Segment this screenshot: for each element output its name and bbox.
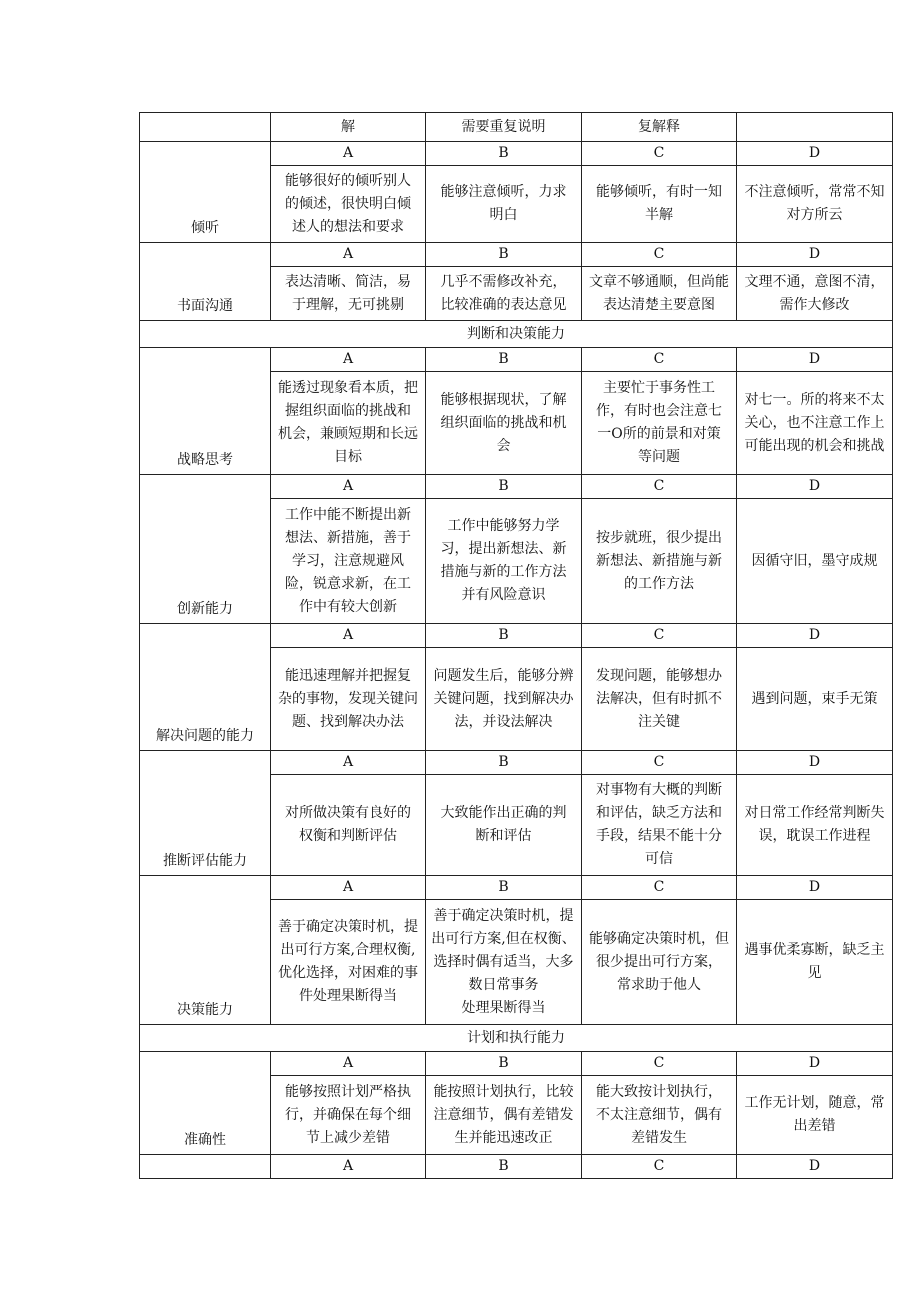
description-line: 关心，也不注意工作上 bbox=[744, 414, 885, 431]
description-line: 险，锐意求新，在工 bbox=[285, 575, 411, 592]
description-line: 的工作方法 bbox=[624, 575, 694, 592]
grade-letter-d: D bbox=[737, 243, 893, 267]
level-b-description bbox=[426, 775, 582, 876]
grade-letter-c: C bbox=[582, 1052, 737, 1076]
description-line: 出可行方案,合理权衡, bbox=[280, 942, 416, 958]
grade-letter-c: C bbox=[582, 1155, 737, 1179]
description-line: 出可行方案,但在权衡、 bbox=[431, 930, 576, 947]
description-line: 权衡和判断评估 bbox=[299, 828, 397, 844]
description-line: 法，并设法解决 bbox=[454, 713, 553, 730]
criterion-label: 书面沟通 bbox=[140, 243, 271, 321]
grade-letter-b: B bbox=[426, 1052, 582, 1076]
grade-letter-c: C bbox=[582, 624, 737, 648]
grade-letter-row bbox=[140, 142, 893, 166]
level-c-description bbox=[582, 166, 737, 243]
description-line: 优化选择，对困难的事 bbox=[278, 965, 418, 981]
description-line: 行，并确保在每个细 bbox=[285, 1106, 411, 1123]
description-line: 杂的事物，发现关键问 bbox=[278, 690, 418, 707]
description-line: 手段，结果不能十分 bbox=[596, 828, 722, 844]
description-line: 工作中能不断提出新 bbox=[285, 506, 411, 523]
criterion-label: 创新能力 bbox=[140, 475, 271, 624]
description-line: 能够确定决策时机，但 bbox=[589, 930, 729, 947]
criterion-label: 解决问题的能力 bbox=[140, 624, 271, 751]
description-line: 工作无计划，随意，常 bbox=[744, 1095, 885, 1111]
grade-letter-d: D bbox=[737, 624, 893, 648]
description-line: 可信 bbox=[645, 851, 673, 867]
grade-letter-b: B bbox=[426, 348, 582, 372]
grade-letter-c: C bbox=[582, 475, 737, 499]
level-b-description bbox=[426, 372, 582, 475]
grade-letter-d: D bbox=[737, 348, 893, 372]
grade-letter-c: C bbox=[582, 243, 737, 267]
top-row bbox=[140, 113, 893, 142]
description-line: 不太注意细节，偶有 bbox=[596, 1106, 722, 1123]
description-line: 遇到问题，束手无策 bbox=[751, 690, 878, 707]
description-line: 常求助于他人 bbox=[617, 976, 701, 993]
level-b-description bbox=[426, 1076, 582, 1155]
level-c-description bbox=[582, 499, 737, 624]
level-a-description bbox=[271, 775, 426, 876]
level-c-description bbox=[582, 372, 737, 475]
description-line: 等问题 bbox=[638, 449, 680, 465]
description-line: 文章不够通顺，但尚能 bbox=[589, 273, 729, 290]
grade-letter-a: A bbox=[271, 243, 426, 267]
grade-letter-row bbox=[140, 243, 893, 267]
grade-letter-a: A bbox=[271, 142, 426, 166]
grade-letter-b: B bbox=[426, 1155, 582, 1179]
description-line: 作中有较大创新 bbox=[299, 598, 397, 615]
grade-letter-d: D bbox=[737, 751, 893, 775]
description-line: 需作大修改 bbox=[779, 296, 850, 313]
description-line: 半解 bbox=[645, 207, 673, 223]
description-line: 能够根据现状，了解 bbox=[440, 391, 567, 408]
grade-letter-d: D bbox=[737, 1052, 893, 1076]
level-c-description bbox=[582, 648, 737, 751]
description-line: 可能出现的机会和挑战 bbox=[744, 437, 885, 454]
description-line: 措施与新的工作方法 bbox=[440, 564, 567, 580]
level-b-description bbox=[426, 499, 582, 624]
level-a-description bbox=[271, 648, 426, 751]
description-line: 注意细节，偶有差错发 bbox=[433, 1106, 574, 1123]
grade-letter-d: D bbox=[737, 876, 893, 900]
description-line: 于理解，无可挑剔 bbox=[292, 296, 404, 313]
description-line: 能够按照计划严格执 bbox=[285, 1083, 411, 1100]
level-a-description bbox=[271, 499, 426, 624]
grade-letter-row bbox=[140, 348, 893, 372]
description-line: 对方所云 bbox=[786, 207, 843, 223]
description-line: 对日常工作经常判断失 bbox=[744, 805, 885, 821]
grade-letter-a: A bbox=[271, 348, 426, 372]
description-line: 见 bbox=[807, 965, 822, 981]
description-line: 能迅速理解并把握复 bbox=[285, 667, 411, 684]
level-a-description bbox=[271, 1076, 426, 1155]
description-line: 误，耽误工作进程 bbox=[758, 828, 871, 844]
description-line: 和评估，缺乏方法和 bbox=[596, 805, 722, 821]
description-line: 表达清晰、简洁，易 bbox=[285, 273, 411, 290]
description-line: 新想法、新措施与新 bbox=[596, 552, 722, 569]
grade-letter-a: A bbox=[271, 751, 426, 775]
description-line: 学习，注意规避风 bbox=[292, 552, 404, 569]
description-line: 习，提出新想法、新 bbox=[440, 541, 567, 557]
description-line: 件处理果断得当 bbox=[299, 988, 397, 1004]
description-line: 对七一。所的将来不太 bbox=[744, 391, 885, 408]
description-line: 工作中能够努力学 bbox=[447, 518, 560, 534]
level-c-description bbox=[582, 775, 737, 876]
description-line: 能大致按计划执行， bbox=[596, 1083, 722, 1100]
grade-letter-row bbox=[140, 1052, 893, 1076]
level-c-description bbox=[582, 1076, 737, 1155]
criterion-label: 战略思考 bbox=[140, 348, 271, 475]
level-c-description bbox=[582, 267, 737, 321]
grade-letter-row bbox=[140, 876, 893, 900]
top-cell-c: 复解释 bbox=[582, 113, 737, 142]
level-b-description bbox=[426, 648, 582, 751]
grade-letter-d: D bbox=[737, 475, 893, 499]
level-d-description bbox=[737, 166, 893, 243]
grade-letter-d: D bbox=[737, 142, 893, 166]
description-line: 大致能作出正确的判 bbox=[440, 805, 567, 821]
grade-letter-c: C bbox=[582, 876, 737, 900]
description-line: 对所做决策有良好的 bbox=[285, 805, 411, 821]
grade-letter-d: D bbox=[737, 1155, 893, 1179]
description-line: 断和评估 bbox=[475, 828, 532, 844]
section-row bbox=[140, 1025, 893, 1052]
description-line: 比较准确的表达意见 bbox=[440, 296, 567, 313]
level-b-description bbox=[426, 900, 582, 1025]
grade-letter-a: A bbox=[271, 876, 426, 900]
level-b-description bbox=[426, 267, 582, 321]
description-line: 注关键 bbox=[638, 713, 680, 730]
description-line: 处理果断得当 bbox=[461, 999, 546, 1016]
description-line: 作，有时也会注意七 bbox=[596, 403, 722, 419]
grade-letter-b: B bbox=[426, 876, 582, 900]
grade-letter-row bbox=[140, 475, 893, 499]
criterion-label: 决策能力 bbox=[140, 876, 271, 1025]
description-line: 不注意倾听，常常不知 bbox=[744, 184, 885, 200]
section-header: 计划和执行能力 bbox=[140, 1025, 893, 1052]
section-header: 判断和决策能力 bbox=[140, 321, 893, 348]
description-line: 文理不通，意图不清， bbox=[744, 273, 885, 290]
grade-letter-b: B bbox=[426, 624, 582, 648]
description-line: 并有风险意识 bbox=[461, 587, 546, 603]
level-a-description bbox=[271, 267, 426, 321]
grade-letter-row bbox=[140, 624, 893, 648]
description-line: 述人的想法和要求 bbox=[292, 218, 404, 235]
description-line: 问题发生后，能够分辨 bbox=[433, 667, 574, 684]
top-cell-label bbox=[140, 113, 271, 142]
description-line: 遇事优柔寡断，缺乏主 bbox=[744, 942, 885, 958]
criterion-label: 倾听 bbox=[140, 142, 271, 243]
level-a-description bbox=[271, 900, 426, 1025]
description-line: 生并能迅速改正 bbox=[454, 1129, 553, 1146]
grade-letter-row bbox=[140, 751, 893, 775]
level-c-description bbox=[582, 900, 737, 1025]
level-d-description bbox=[737, 372, 893, 475]
criterion-label: 推断评估能力 bbox=[140, 751, 271, 876]
description-line: 能透过现象看本质，把 bbox=[278, 380, 418, 396]
grade-letter-c: C bbox=[582, 142, 737, 166]
description-line: 能够倾听，有时一知 bbox=[596, 184, 722, 200]
description-line: 组织面临的挑战和机 bbox=[440, 414, 567, 431]
grade-letter-b: B bbox=[426, 475, 582, 499]
level-d-description bbox=[737, 648, 893, 751]
description-line: 对事物有大概的判断 bbox=[596, 782, 722, 798]
description-line: 明白 bbox=[489, 207, 518, 223]
section-row bbox=[140, 321, 893, 348]
grade-letter-b: B bbox=[426, 243, 582, 267]
description-line: 法解决，但有时抓不 bbox=[596, 690, 722, 707]
description-line: 能够注意倾听，力求 bbox=[440, 184, 567, 200]
description-line: 选择时偶有适当，大多 bbox=[433, 953, 574, 970]
description-line: 会 bbox=[496, 437, 511, 454]
grade-letter-b: B bbox=[426, 142, 582, 166]
top-cell-b: 需要重复说明 bbox=[426, 113, 582, 142]
description-line: 数日常事务 bbox=[468, 976, 539, 993]
description-line: 的倾述，很快明白倾 bbox=[285, 195, 411, 212]
description-line: 善于确定决策时机，提 bbox=[433, 907, 574, 924]
evaluation-table bbox=[139, 112, 893, 1179]
description-line: 发现问题，能够想办 bbox=[596, 667, 722, 684]
description-line: 很少提出可行方案， bbox=[596, 953, 722, 970]
grade-letter-a: A bbox=[271, 1052, 426, 1076]
level-d-description bbox=[737, 775, 893, 876]
grade-letter-a: A bbox=[271, 1155, 426, 1179]
grade-letter-c: C bbox=[582, 751, 737, 775]
description-line: 想法、新措施，善于 bbox=[285, 529, 411, 546]
description-line: 目标 bbox=[334, 449, 362, 465]
level-d-description bbox=[737, 900, 893, 1025]
description-line: 因循守旧，墨守成规 bbox=[751, 552, 878, 569]
description-line: 按步就班，很少提出 bbox=[596, 529, 722, 546]
level-d-description bbox=[737, 499, 893, 624]
grade-letter-c: C bbox=[582, 348, 737, 372]
description-line: 主要忙于事务性工 bbox=[603, 380, 715, 396]
description-line: 差错发生 bbox=[631, 1129, 687, 1146]
description-line: 出差错 bbox=[793, 1118, 836, 1134]
description-line: 能按照计划执行，比较 bbox=[433, 1083, 574, 1100]
level-b-description bbox=[426, 166, 582, 243]
description-line: 能够很好的倾听别人 bbox=[285, 172, 411, 189]
criterion-label-empty bbox=[140, 1155, 271, 1179]
description-line: 关键问题，找到解决办 bbox=[433, 690, 574, 707]
level-d-description bbox=[737, 267, 893, 321]
top-cell-a: 解 bbox=[271, 113, 426, 142]
description-line: 一O所的前景和对策 bbox=[597, 426, 721, 442]
description-line: 善于确定决策时机，提 bbox=[278, 919, 418, 935]
description-line: 节上减少差错 bbox=[306, 1129, 390, 1146]
description-line: 握组织面临的挑战和 bbox=[285, 403, 411, 419]
grade-letter-a: A bbox=[271, 475, 426, 499]
level-a-description bbox=[271, 372, 426, 475]
grade-letter-a: A bbox=[271, 624, 426, 648]
criterion-label: 准确性 bbox=[140, 1052, 271, 1155]
description-line: 题、找到解决办法 bbox=[292, 713, 404, 730]
description-line: 表达清楚主要意图 bbox=[603, 296, 715, 313]
description-line: 几乎不需修改补充， bbox=[440, 273, 567, 290]
level-a-description bbox=[271, 166, 426, 243]
grade-letter-b: B bbox=[426, 751, 582, 775]
top-cell-d bbox=[737, 113, 893, 142]
grade-letter-row bbox=[140, 1155, 893, 1179]
level-d-description bbox=[737, 1076, 893, 1155]
description-line: 机会，兼顾短期和长远 bbox=[278, 426, 418, 442]
